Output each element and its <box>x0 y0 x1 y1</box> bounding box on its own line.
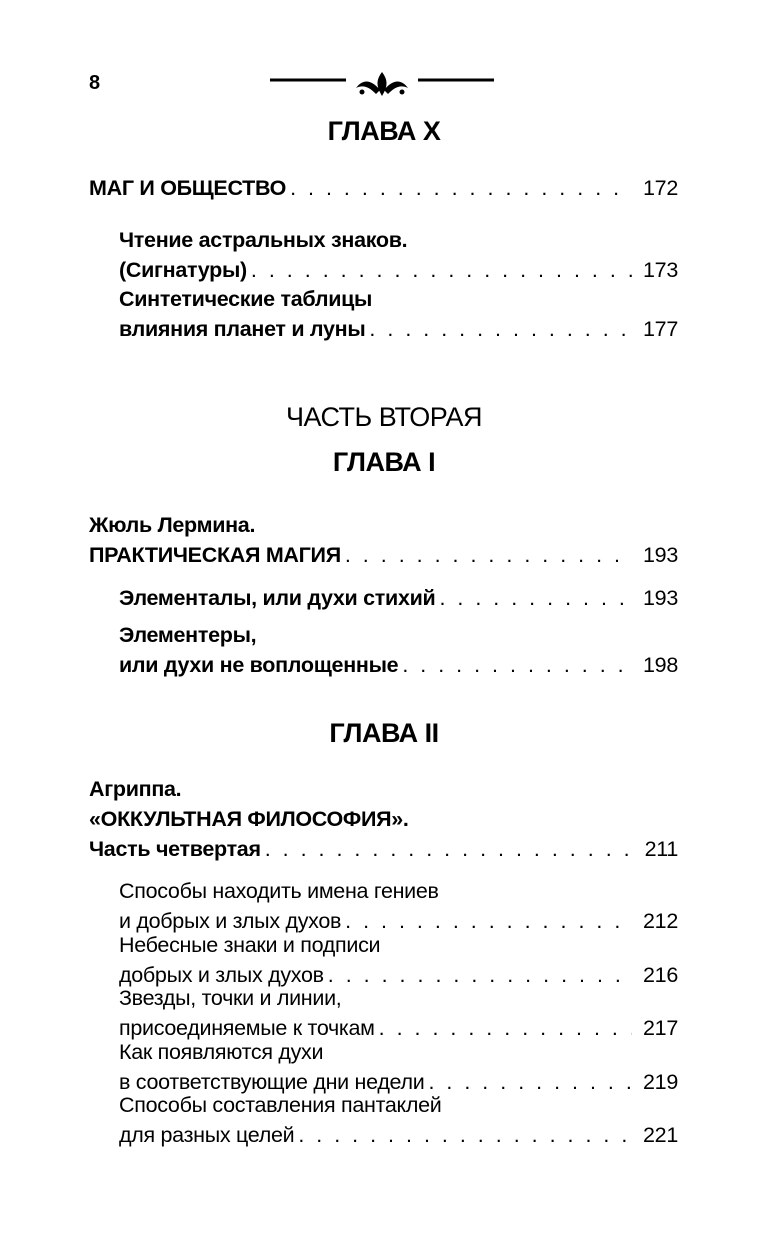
entry-title: МАГ И ОБЩЕСТВО <box>89 176 287 200</box>
entry-title-line: Как появляются духи <box>119 1040 324 1064</box>
entry-title: Элементалы, или духи стихий <box>119 586 436 610</box>
toc-entry <box>89 510 678 570</box>
entry-page: 211 <box>644 837 678 861</box>
leader-dots <box>290 173 632 203</box>
leader-dots <box>402 650 632 680</box>
entry-title: добрых и злых духов <box>119 963 324 987</box>
entry-title: или духи не воплощенные <box>119 653 399 677</box>
entry-title: присоединяемые к точкам <box>119 1016 375 1040</box>
entry-title: ПРАКТИЧЕСКАЯ МАГИЯ <box>89 543 341 567</box>
entry-title: для разных целей <box>119 1123 295 1147</box>
entry-title-line: Небесные знаки и подписи <box>119 933 381 957</box>
entry-title: Часть четвертая <box>89 837 261 861</box>
entry-page: 193 <box>643 543 678 567</box>
entry-title: в соответствующие дни недели <box>119 1070 425 1094</box>
chapter-heading: ГЛАВА X <box>327 116 441 146</box>
leader-dots <box>265 834 632 864</box>
entry-page: 217 <box>643 1016 678 1040</box>
entry-title: влияния планет и луны <box>119 317 366 341</box>
entry-title-line: «ОККУЛЬТНАЯ ФИЛОСОФИЯ». <box>89 807 409 831</box>
entry-title: и добрых и злых духов <box>119 909 342 933</box>
entry-page: 212 <box>643 909 678 933</box>
toc-entry <box>119 930 678 990</box>
entry-title-line: Способы составления пантаклей <box>119 1093 442 1117</box>
entry-title-line: Звезды, точки и линии, <box>119 986 342 1010</box>
entry-page: 193 <box>643 586 678 610</box>
entry-title-line: Жюль Лермина. <box>89 513 256 537</box>
part-heading: ЧАСТЬ ВТОРАЯ <box>286 402 482 432</box>
entry-title-line: Элементеры, <box>119 623 257 647</box>
leader-dots <box>369 314 632 344</box>
entry-page: 177 <box>643 317 678 341</box>
chapter-heading: ГЛАВА II <box>329 718 439 748</box>
entry-title: (Сигнатуры) <box>119 258 247 282</box>
toc-entry <box>119 983 678 1043</box>
leader-dots <box>251 255 632 285</box>
toc-entry <box>89 173 678 203</box>
leader-dots <box>345 540 632 570</box>
toc-entry <box>119 876 678 936</box>
entry-page: 221 <box>643 1123 678 1147</box>
entry-title-line: Синтетические таблицы <box>119 287 373 311</box>
toc-entry <box>89 774 678 864</box>
toc-entry <box>119 284 678 344</box>
toc-entry <box>119 225 678 285</box>
toc-entry <box>119 620 678 680</box>
toc-entry <box>119 583 678 613</box>
entry-page: 219 <box>643 1070 678 1094</box>
chapter-heading: ГЛАВА I <box>332 447 436 477</box>
fleuron-ornament-icon <box>270 70 494 98</box>
leader-dots <box>298 1120 632 1150</box>
toc-entry <box>119 1090 678 1150</box>
entry-title-line: Чтение астральных знаков. <box>119 228 408 252</box>
entry-title-line: Способы находить имена гениев <box>119 879 439 903</box>
entry-page: 172 <box>643 176 678 200</box>
leader-dots <box>439 583 632 613</box>
page-number: 8 <box>89 72 101 94</box>
toc-entry <box>119 1037 678 1097</box>
entry-page: 173 <box>643 258 678 282</box>
entry-title-line: Агриппа. <box>89 777 182 801</box>
entry-page: 198 <box>643 653 678 677</box>
entry-page: 216 <box>643 963 678 987</box>
